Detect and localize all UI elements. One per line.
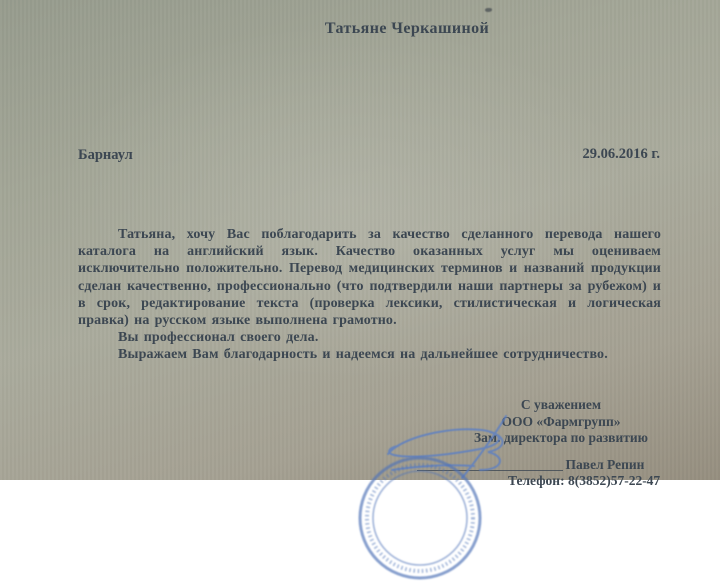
closing-label: С уважением [520,397,602,412]
body-paragraph-2: Вы профессионал своего дела. [118,330,319,346]
signer-name: Павел Репин [565,457,645,472]
company-name: ООО «Фармгрупп» [501,413,621,429]
paper-speck [485,8,492,12]
recipient-line: Татьяне Черкашиной [324,20,490,37]
city-label: Барнаул [78,147,133,163]
company-stamp-icon [354,452,486,584]
position-title: Зам. директора по развитию [474,430,648,445]
letter-body [78,226,661,364]
date-label: 29.06.2016 г. [582,146,660,162]
phone-line: Телефон: 8(3852)57-22-47 [508,473,661,488]
body-paragraph-1: Татьяна, хочу Вас поблагодарить за качество сделанного перевода нашего каталога на английский язык. Качество оказанных услуг мы оцениваем исключительно положительно. Перевод медицинских терминов и названий продукции сделан качественно, профессионально (что подтвердили наши партнеры за рубежом) и в срок, редактирование текста (проверка лексики, стилистическая и логическая правка) на русском языке выполнена грамотно. [78,227,661,329]
body-paragraph-3: Выражаем Вам благодарность и надеемся на дальнейшее сотрудничество. [118,347,608,363]
